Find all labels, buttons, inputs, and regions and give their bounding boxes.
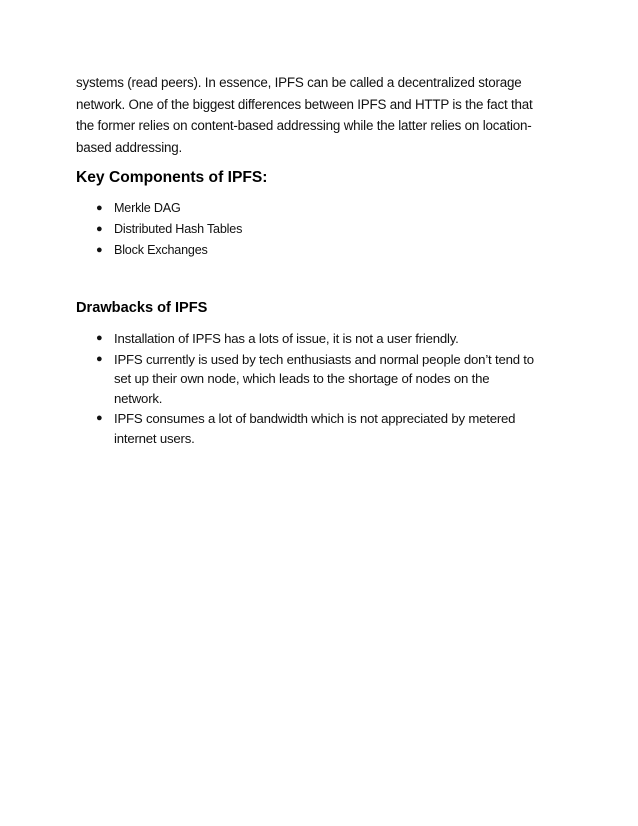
drawbacks-heading: Drawbacks of IPFS	[76, 300, 208, 317]
list-item-text: Distributed Hash Tables	[114, 222, 243, 237]
bullet-icon: ●	[96, 412, 103, 425]
list-item	[94, 409, 562, 448]
list-item	[94, 350, 562, 409]
list-item-text: IPFS currently is used by tech enthusiasts and normal people don’t tend to	[114, 351, 534, 367]
list-item	[94, 198, 562, 219]
list-item	[94, 240, 562, 261]
intro-line: network. One of the biggest differences between IPFS and HTTP is the fact that	[76, 96, 533, 112]
list-item-text: internet users.	[114, 430, 195, 446]
bullet-icon: ●	[96, 223, 103, 236]
intro-line: the former relies on content-based addressing while the latter relies on location-	[76, 118, 532, 134]
list-item-text: Installation of IPFS has a lots of issue, it is not a user friendly.	[114, 331, 459, 347]
document-content	[76, 72, 562, 449]
intro-line: systems (read peers). In essence, IPFS can be called a decentralized storage	[76, 75, 522, 90]
list-item-text: network.	[114, 390, 163, 406]
list-item-text: IPFS consumes a lot of bandwidth which is not appreciated by metered	[114, 411, 516, 427]
list-item	[94, 219, 562, 240]
intro-line: based addressing.	[76, 139, 183, 155]
list-item-text: Block Exchanges	[114, 243, 208, 258]
bullet-icon: ●	[96, 202, 103, 215]
bullet-icon: ●	[96, 332, 103, 345]
key-components-list	[94, 198, 562, 261]
bullet-icon: ●	[96, 244, 103, 257]
list-item-text: Merkle DAG	[114, 201, 181, 216]
list-item-text: set up their own node, which leads to the shortage of nodes on the	[114, 371, 490, 387]
intro-paragraph	[76, 72, 562, 158]
list-item	[94, 329, 562, 349]
drawbacks-list	[94, 329, 562, 448]
key-components-heading: Key Components of IPFS:	[76, 169, 268, 187]
bullet-icon: ●	[96, 352, 103, 365]
